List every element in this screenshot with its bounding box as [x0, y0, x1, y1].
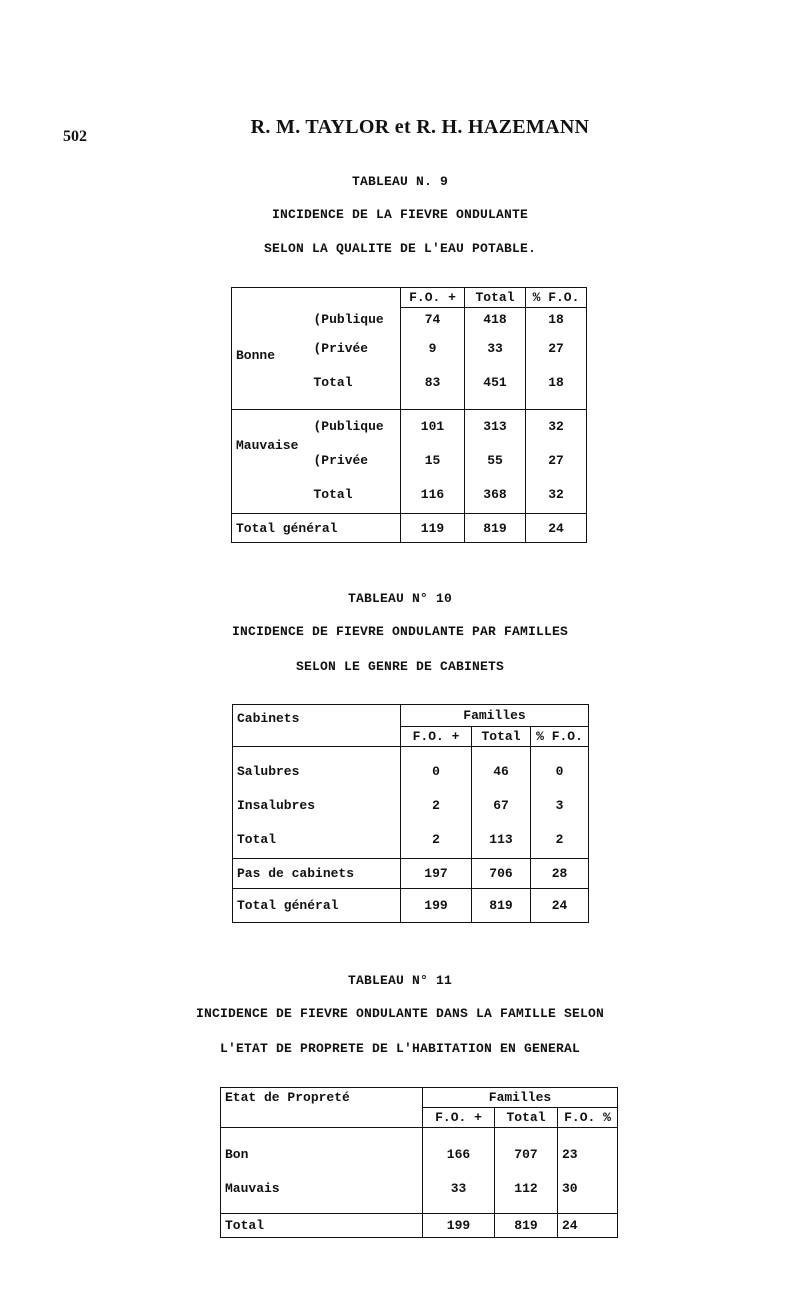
- table10-cell: 24: [531, 889, 589, 923]
- table9-cell: 9: [428, 341, 437, 356]
- table9-cell: 116: [420, 487, 445, 502]
- table9-cell: 27: [548, 453, 564, 468]
- table11-cell: 33: [450, 1181, 467, 1196]
- table9-cell: 33: [487, 341, 503, 356]
- table9-cell: 32: [548, 487, 564, 502]
- table10-row-label: Total: [237, 832, 277, 847]
- table9-cell: 101: [420, 419, 445, 434]
- table10-header-familles: Familles: [401, 705, 589, 727]
- table9-group-mauvaise: Mauvaise: [236, 438, 299, 453]
- table10-cell: 46: [493, 764, 509, 779]
- table9-bonne-publique-label: (Publique: [313, 311, 384, 327]
- table9-mauvaise-publique-label: (Publique: [313, 419, 384, 434]
- table11-cell: 707: [514, 1147, 538, 1162]
- table10-cell: 67: [493, 798, 509, 813]
- table11-cell: 166: [446, 1147, 471, 1162]
- table11-row-label: Mauvais: [225, 1181, 280, 1196]
- table10-cell: 28: [531, 859, 589, 889]
- table11-header-total: Total: [495, 1108, 558, 1128]
- table9-cell: 418: [483, 312, 507, 327]
- table10-title-line1: INCIDENCE DE FIEVRE ONDULANTE PAR FAMILLES: [231, 624, 569, 639]
- table11-cell: 199: [423, 1214, 495, 1238]
- table9-total-general-label: Total général: [232, 514, 401, 543]
- table11-cell: 24: [558, 1214, 618, 1238]
- table9-cell: 24: [526, 514, 587, 543]
- table11-row-label: Bon: [225, 1147, 249, 1162]
- table11-cell: 23: [562, 1147, 578, 1162]
- table10-row-label: Insalubres: [237, 798, 316, 813]
- table10-cell: 113: [489, 832, 513, 847]
- table9-header-pct: % F.O.: [526, 288, 587, 308]
- table11-cell: 30: [562, 1181, 578, 1196]
- table9-cell: 15: [424, 453, 441, 468]
- table10-cell: 819: [472, 889, 531, 923]
- table9-number: TABLEAU N. 9: [351, 174, 448, 189]
- table11: [220, 1087, 618, 1238]
- page-number: 502: [63, 128, 87, 145]
- table9-cell: 18: [548, 312, 564, 327]
- table9-cell: 819: [465, 514, 526, 543]
- table9: [231, 287, 587, 543]
- table10-header-total: Total: [472, 727, 531, 747]
- table9-cell: 83: [424, 375, 441, 390]
- table10-header-cabinets: Cabinets: [233, 705, 401, 747]
- table9-cell: 119: [401, 514, 465, 543]
- table11-header-pct: F.O. %: [558, 1108, 618, 1128]
- table10-header-fo: F.O. +: [401, 727, 472, 747]
- table9-cell: 368: [483, 487, 507, 502]
- table11-title-line2: L'ETAT DE PROPRETE DE L'HABITATION EN GENERAL: [219, 1041, 581, 1056]
- table9-bonne-total-label: Total: [313, 374, 353, 390]
- table10: [232, 704, 589, 923]
- table11-header-etat: Etat de Propreté: [221, 1088, 423, 1128]
- running-header-authors: R. M. TAYLOR et R. H. HAZEMANN: [250, 116, 590, 138]
- table10-number: TABLEAU N° 10: [347, 591, 453, 606]
- table10-cell: 2: [555, 832, 564, 847]
- table10-header-pct: % F.O.: [531, 727, 589, 747]
- table10-cell: 199: [401, 889, 472, 923]
- table9-cell: 313: [483, 419, 507, 434]
- table10-cell: 0: [432, 764, 440, 779]
- table9-cell: 32: [548, 419, 564, 434]
- table9-header-fo: F.O. +: [401, 288, 465, 308]
- table11-cell: 819: [495, 1214, 558, 1238]
- table9-cell: 27: [548, 341, 564, 356]
- table9-bonne-privee-label: (Privée: [313, 340, 369, 356]
- table11-header-familles: Familles: [423, 1088, 618, 1108]
- table11-title-line1: INCIDENCE DE FIEVRE ONDULANTE DANS LA FAMILLE SELON: [195, 1006, 605, 1021]
- table10-pas-de-cabinets-label: Pas de cabinets: [233, 859, 401, 889]
- table9-title-line1: INCIDENCE DE LA FIEVRE ONDULANTE: [271, 207, 529, 222]
- table10-cell: 3: [555, 798, 564, 813]
- table9-cell: 451: [483, 375, 507, 390]
- table9-mauvaise-privee-label: (Privée: [313, 453, 369, 468]
- table11-cell: 112: [514, 1181, 538, 1196]
- table10-row-label: Salubres: [237, 764, 300, 779]
- table10-cell: 2: [432, 798, 440, 813]
- table9-mauvaise-total-label: Total: [313, 487, 353, 502]
- table9-cell: 55: [487, 453, 503, 468]
- table11-number: TABLEAU N° 11: [347, 973, 453, 988]
- table9-cell: 18: [548, 375, 564, 390]
- table9-cell: 74: [424, 312, 441, 327]
- table11-header-fo: F.O. +: [423, 1108, 495, 1128]
- table10-cell: 706: [472, 859, 531, 889]
- table9-header-total: Total: [465, 288, 526, 308]
- table10-title-line2: SELON LE GENRE DE CABINETS: [295, 659, 505, 674]
- table10-cell: 2: [432, 832, 440, 847]
- table9-title-line2: SELON LA QUALITE DE L'EAU POTABLE.: [263, 241, 537, 256]
- table10-cell: 0: [555, 764, 564, 779]
- table10-total-general-label: Total général: [233, 889, 401, 923]
- table10-cell: 197: [401, 859, 472, 889]
- table11-total-label: Total: [221, 1214, 423, 1238]
- table9-group-bonne: Bonne: [236, 347, 276, 363]
